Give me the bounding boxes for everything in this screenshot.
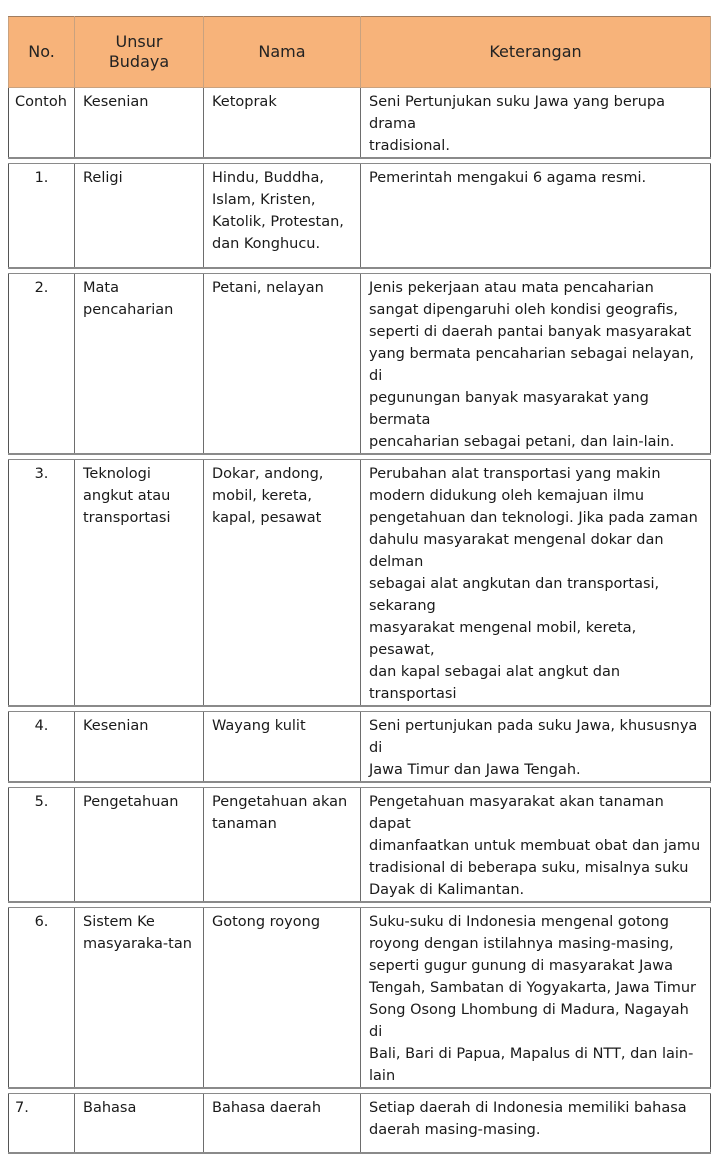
culture-table [8,16,711,1154]
table-row [9,787,711,902]
cell-unsur: Kesenian [75,711,204,782]
cell-keterangan: Jenis pekerjaan atau mata pencaharian sangat dipengaruhi oleh kondisi geografis, seperti di daerah pantai banyak masyarakat yang bermata pencaharian sebagai nelayan, di pegunungan banyak masyarakat yang bermata pencaharian sebagai petani, dan lain-lain. [361,273,711,454]
cell-unsur: Religi [75,164,204,268]
cell-unsur: Teknologi angkut atau transportasi [75,459,204,706]
cell-unsur: Mata pencaharian [75,273,204,454]
cell-keterangan: Seni Pertunjukan suku Jawa yang berupa drama tradisional. [361,88,711,159]
header-no: No. [9,17,75,88]
table-header [9,17,711,88]
cell-unsur: Kesenian [75,88,204,159]
cell-no: 1. [9,164,75,268]
cell-nama: Ketoprak [204,88,361,159]
header-keterangan: Keterangan [361,17,711,88]
cell-no: 3. [9,459,75,706]
table-row [9,88,711,159]
cell-no: 7. [9,1093,75,1153]
cell-no: 2. [9,273,75,454]
table-row [9,711,711,782]
cell-nama: Gotong royong [204,907,361,1088]
cell-nama: Bahasa daerah [204,1093,361,1153]
table-row [9,273,711,454]
cell-keterangan: Setiap daerah di Indonesia memiliki bahasa daerah masing-masing. [361,1093,711,1153]
cell-no: 4. [9,711,75,782]
header-unsur-budaya: Unsur Budaya [75,17,204,88]
cell-unsur: Bahasa [75,1093,204,1153]
cell-nama: Dokar, andong, mobil, kereta, kapal, pesawat [204,459,361,706]
cell-unsur: Sistem Ke masyaraka-tan [75,907,204,1088]
cell-keterangan: Suku-suku di Indonesia mengenal gotong royong dengan istilahnya masing-masing, seperti gugur gunung di masyarakat Jawa Tengah, Sambatan di Yogyakarta, Jawa Timur Song Osong Lhombung di Madura, Nagayah di Bali, Bari di Papua, Mapalus di NTT, dan lain-lain [361,907,711,1088]
table-row [9,459,711,706]
cell-nama: Petani, nelayan [204,273,361,454]
cell-keterangan: Seni pertunjukan pada suku Jawa, khususnya di Jawa Timur dan Jawa Tengah. [361,711,711,782]
cell-nama: Hindu, Buddha, Islam, Kristen, Katolik, Protestan, dan Konghucu. [204,164,361,268]
cell-keterangan: Pengetahuan masyarakat akan tanaman dapat dimanfaatkan untuk membuat obat dan jamu tradisional di beberapa suku, misalnya suku Dayak di Kalimantan. [361,787,711,902]
cell-unsur: Pengetahuan [75,787,204,902]
table-row [9,907,711,1088]
header-nama: Nama [204,17,361,88]
table-row [9,164,711,268]
cell-nama: Wayang kulit [204,711,361,782]
cell-no: 5. [9,787,75,902]
cell-keterangan: Pemerintah mengakui 6 agama resmi. [361,164,711,268]
cell-keterangan: Perubahan alat transportasi yang makin modern didukung oleh kemajuan ilmu pengetahuan dan teknologi. Jika pada zaman dahulu masyarakat mengenal dokar dan delman sebagai alat angkutan dan transportasi, sekarang masyarakat mengenal mobil, kereta, pesawat, dan kapal sebagai alat angkut dan transportasi [361,459,711,706]
cell-no: Contoh [9,88,75,159]
cell-nama: Pengetahuan akan tanaman [204,787,361,902]
cell-no: 6. [9,907,75,1088]
table-row [9,1093,711,1153]
